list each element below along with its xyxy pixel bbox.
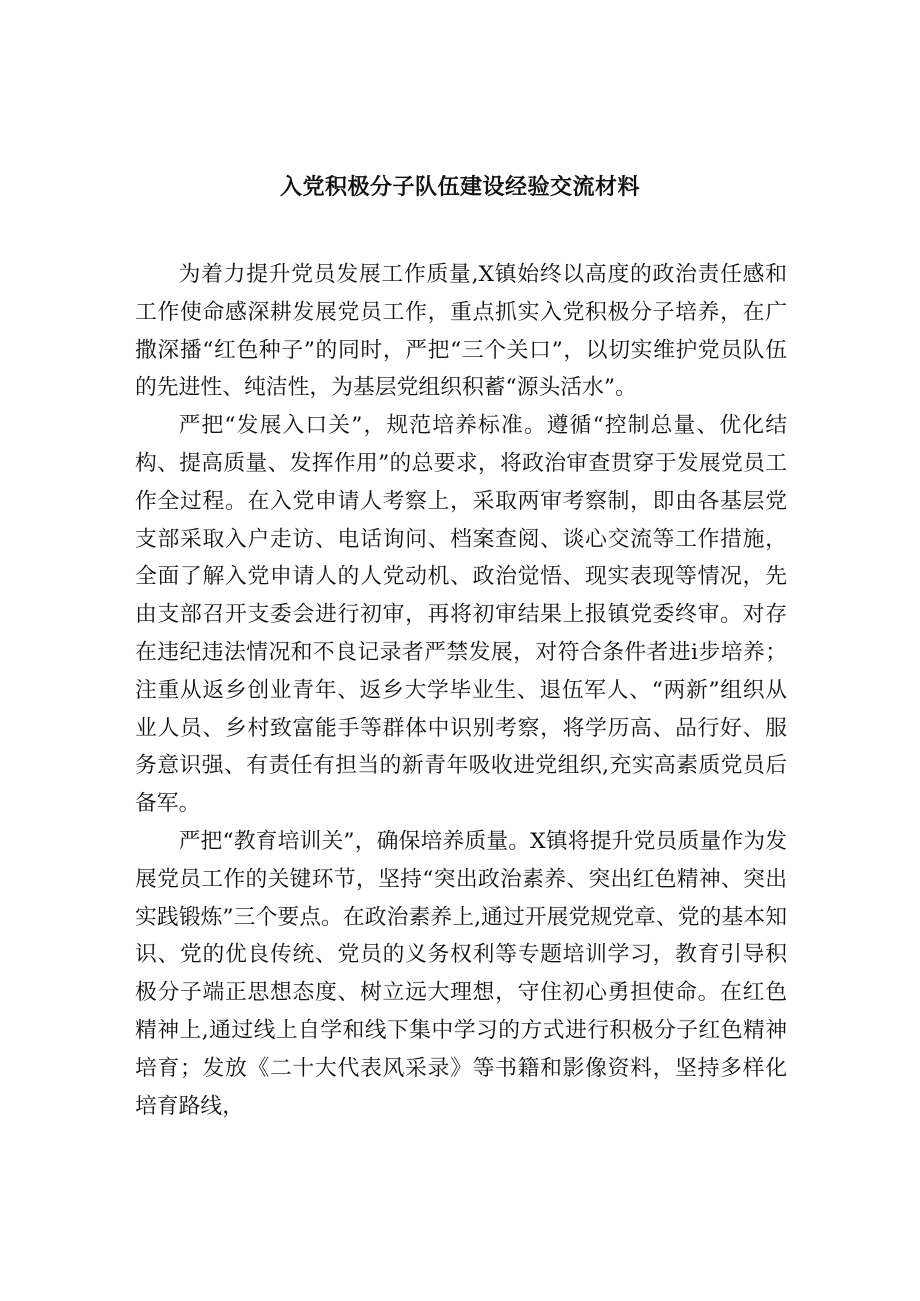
- document-title: 入党积极分子队伍建设经验交流材料: [279, 174, 640, 200]
- document-body: [135, 256, 787, 1125]
- paragraph-intro: 为着力提升党员发展工作质量,X镇始终以高度的政治责任感和工作使命感深耕发展党员工作，重点抓实入党积极分子培养，在广撒深播“红色种子”的同时，严把“三个关口”，以切实维护党员队伍的先进性、纯洁性，为基层党组织积蓄“源头活水”。: [135, 262, 787, 401]
- paragraph-education-training: 严把“教育培训关”，确保培养质量。X镇将提升党员质量作为发展党员工作的关键环节，坚持“突出政治素养、突出红色精神、突出实践锻炼”三个要点。在政治素养上,通过开展党规党章、党的基本知识、党的优良传统、党员的义务权利等专题培训学习，教育引导积极分子端正思想态度、树立远大理想，守住初心勇担使命。在红色精神上,通过线上自学和线下集中学习的方式进行积极分子红色精神培育；发放《二十大代表风采录》等书籍和影像资料，坚持多样化培育路线，: [135, 828, 787, 1119]
- paragraph-development-entry: 严把“发展入口关”，规范培养标准。遵循“控制总量、优化结构、提高质量、发挥作用”的总要求，将政治审查贯穿于发展党员工作全过程。在入党申请人考察上，采取两审考察制，即由各基层党支部采取入户走访、电话询问、档案查阅、谈心交流等工作措施，全面了解入党申请人的人党动机、政治觉悟、现实表现等情况，先由支部召开支委会进行初审，再将初审结果上报镇党委终审。对存在违纪违法情况和不良记录者严禁发展，对符合条件者进i步培养；注重从返乡创业青年、返乡大学毕业生、退伍军人、“两新”组织从业人员、乡村致富能手等群体中识别考察，将学历高、品行好、服务意识强、有责任有担当的新青年吸收进党组织,充实高素质党员后备军。: [135, 413, 787, 817]
